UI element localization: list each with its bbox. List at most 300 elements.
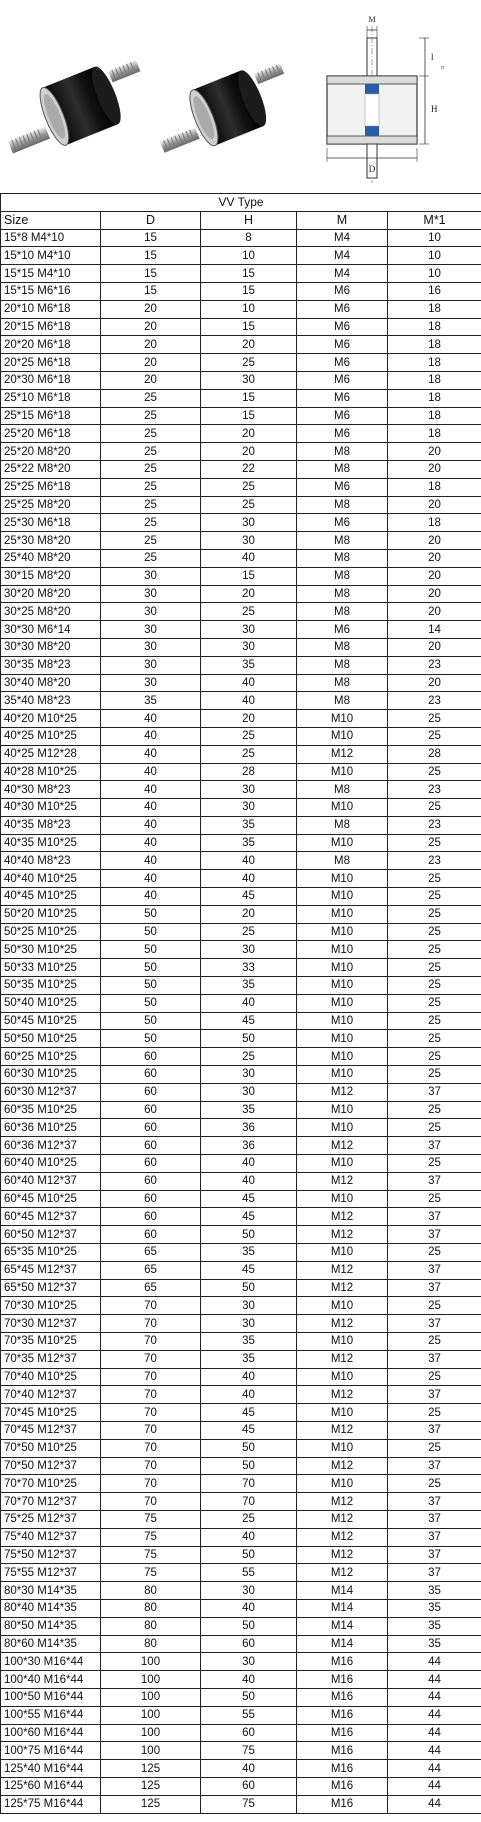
cell-m1: 37 bbox=[388, 1528, 481, 1546]
cell-d: 40 bbox=[101, 799, 201, 817]
cell-h: 25 bbox=[201, 923, 297, 941]
cell-m1: 25 bbox=[388, 1368, 481, 1386]
cell-d: 70 bbox=[101, 1457, 201, 1475]
cell-size: 20*20 M6*18 bbox=[1, 336, 101, 354]
table-row bbox=[1, 425, 481, 443]
table-row bbox=[1, 1368, 481, 1386]
table-row bbox=[1, 994, 481, 1012]
cell-size: 80*50 M14*35 bbox=[1, 1617, 101, 1635]
cell-h: 40 bbox=[201, 1671, 297, 1689]
cell-m: M10 bbox=[297, 1333, 388, 1351]
cell-m: M10 bbox=[297, 994, 388, 1012]
cell-m: M10 bbox=[297, 710, 388, 728]
cell-d: 30 bbox=[101, 656, 201, 674]
cell-h: 50 bbox=[201, 1617, 297, 1635]
cell-h: 45 bbox=[201, 1261, 297, 1279]
table-row bbox=[1, 781, 481, 799]
cell-m1: 37 bbox=[388, 1493, 481, 1511]
cell-h: 45 bbox=[201, 1208, 297, 1226]
cell-m: M12 bbox=[297, 1315, 388, 1333]
cell-m: M6 bbox=[297, 282, 388, 300]
dim-label-l: l bbox=[431, 52, 434, 62]
cell-m: M10 bbox=[297, 1155, 388, 1173]
cell-size: 30*20 M8*20 bbox=[1, 585, 101, 603]
cell-h: 30 bbox=[201, 532, 297, 550]
cell-m: M4 bbox=[297, 247, 388, 265]
cell-size: 100*75 M16*44 bbox=[1, 1742, 101, 1760]
cell-size: 100*40 M16*44 bbox=[1, 1671, 101, 1689]
cell-d: 25 bbox=[101, 478, 201, 496]
cell-size: 40*20 M10*25 bbox=[1, 710, 101, 728]
cell-m1: 18 bbox=[388, 318, 481, 336]
cell-m1: 25 bbox=[388, 763, 481, 781]
table-row bbox=[1, 1190, 481, 1208]
cell-d: 20 bbox=[101, 318, 201, 336]
table-row bbox=[1, 1653, 481, 1671]
cell-m: M10 bbox=[297, 888, 388, 906]
cell-m1: 25 bbox=[388, 834, 481, 852]
cell-h: 30 bbox=[201, 1297, 297, 1315]
cell-m: M10 bbox=[297, 959, 388, 977]
cell-m: M12 bbox=[297, 1172, 388, 1190]
table-row bbox=[1, 1172, 481, 1190]
dim-label-h: H bbox=[431, 104, 438, 114]
cell-m: M10 bbox=[297, 727, 388, 745]
cell-size: 30*30 M8*20 bbox=[1, 638, 101, 656]
cell-m: M12 bbox=[297, 1564, 388, 1582]
cell-m: M16 bbox=[297, 1795, 388, 1813]
rubber-mount-photo-1 bbox=[0, 45, 165, 170]
cell-size: 35*40 M8*23 bbox=[1, 692, 101, 710]
cell-size: 20*10 M6*18 bbox=[1, 300, 101, 318]
cell-m1: 37 bbox=[388, 1350, 481, 1368]
table-row bbox=[1, 1564, 481, 1582]
cell-m: M10 bbox=[297, 799, 388, 817]
cell-h: 25 bbox=[201, 354, 297, 372]
cell-h: 30 bbox=[201, 1315, 297, 1333]
cell-h: 35 bbox=[201, 656, 297, 674]
cell-m1: 35 bbox=[388, 1599, 481, 1617]
cell-size: 60*36 M12*37 bbox=[1, 1137, 101, 1155]
table-row bbox=[1, 727, 481, 745]
cell-h: 50 bbox=[201, 1457, 297, 1475]
cell-h: 50 bbox=[201, 1688, 297, 1706]
cell-size: 100*55 M16*44 bbox=[1, 1706, 101, 1724]
cell-d: 40 bbox=[101, 763, 201, 781]
cell-m1: 25 bbox=[388, 1475, 481, 1493]
cell-size: 70*40 M12*37 bbox=[1, 1386, 101, 1404]
cell-size: 70*35 M10*25 bbox=[1, 1333, 101, 1351]
cell-h: 30 bbox=[201, 371, 297, 389]
cell-h: 30 bbox=[201, 638, 297, 656]
cell-size: 50*30 M10*25 bbox=[1, 941, 101, 959]
table-row bbox=[1, 1617, 481, 1635]
cell-m1: 37 bbox=[388, 1261, 481, 1279]
cell-d: 60 bbox=[101, 1137, 201, 1155]
cell-size: 30*40 M8*20 bbox=[1, 674, 101, 692]
cell-m1: 25 bbox=[388, 1119, 481, 1137]
cell-h: 36 bbox=[201, 1119, 297, 1137]
cell-m: M10 bbox=[297, 1119, 388, 1137]
cell-size: 60*30 M10*25 bbox=[1, 1066, 101, 1084]
cell-m: M8 bbox=[297, 656, 388, 674]
cell-h: 10 bbox=[201, 247, 297, 265]
table-row bbox=[1, 1599, 481, 1617]
cell-m: M6 bbox=[297, 389, 388, 407]
cell-d: 40 bbox=[101, 870, 201, 888]
cell-m1: 37 bbox=[388, 1546, 481, 1564]
cell-size: 25*25 M8*20 bbox=[1, 496, 101, 514]
cell-d: 40 bbox=[101, 781, 201, 799]
cell-size: 50*40 M10*25 bbox=[1, 994, 101, 1012]
cell-m1: 20 bbox=[388, 567, 481, 585]
cell-d: 15 bbox=[101, 265, 201, 283]
table-row bbox=[1, 1066, 481, 1084]
cell-size: 25*20 M8*20 bbox=[1, 443, 101, 461]
cell-size: 15*15 M6*16 bbox=[1, 282, 101, 300]
cell-size: 75*50 M12*37 bbox=[1, 1546, 101, 1564]
cell-m: M6 bbox=[297, 354, 388, 372]
cell-m: M8 bbox=[297, 638, 388, 656]
cell-h: 25 bbox=[201, 1048, 297, 1066]
cell-m: M10 bbox=[297, 923, 388, 941]
cell-h: 45 bbox=[201, 1421, 297, 1439]
cell-m: M10 bbox=[297, 834, 388, 852]
cell-h: 35 bbox=[201, 977, 297, 995]
cell-m1: 37 bbox=[388, 1226, 481, 1244]
cell-size: 125*75 M16*44 bbox=[1, 1795, 101, 1813]
cell-m: M12 bbox=[297, 1528, 388, 1546]
cell-d: 70 bbox=[101, 1315, 201, 1333]
cell-m: M10 bbox=[297, 1297, 388, 1315]
cell-m1: 44 bbox=[388, 1671, 481, 1689]
cell-h: 40 bbox=[201, 1368, 297, 1386]
cell-h: 70 bbox=[201, 1493, 297, 1511]
cell-size: 25*30 M6*18 bbox=[1, 514, 101, 532]
cell-m1: 37 bbox=[388, 1208, 481, 1226]
cell-m: M12 bbox=[297, 1137, 388, 1155]
cell-m: M8 bbox=[297, 603, 388, 621]
cell-h: 30 bbox=[201, 941, 297, 959]
table-row bbox=[1, 1493, 481, 1511]
cell-h: 45 bbox=[201, 1190, 297, 1208]
table-row bbox=[1, 1386, 481, 1404]
table-row bbox=[1, 674, 481, 692]
cell-size: 50*35 M10*25 bbox=[1, 977, 101, 995]
cell-m: M12 bbox=[297, 1083, 388, 1101]
cell-m: M12 bbox=[297, 1386, 388, 1404]
table-row bbox=[1, 1083, 481, 1101]
cell-size: 40*28 M10*25 bbox=[1, 763, 101, 781]
cell-m1: 20 bbox=[388, 674, 481, 692]
cell-m: M12 bbox=[297, 1493, 388, 1511]
cell-size: 60*45 M12*37 bbox=[1, 1208, 101, 1226]
cell-h: 50 bbox=[201, 1030, 297, 1048]
cell-size: 100*30 M16*44 bbox=[1, 1653, 101, 1671]
cell-m: M16 bbox=[297, 1671, 388, 1689]
cell-m1: 25 bbox=[388, 923, 481, 941]
cell-h: 30 bbox=[201, 1653, 297, 1671]
cell-m1: 37 bbox=[388, 1083, 481, 1101]
cell-size: 60*36 M10*25 bbox=[1, 1119, 101, 1137]
cell-d: 50 bbox=[101, 923, 201, 941]
cell-m: M14 bbox=[297, 1599, 388, 1617]
cell-m: M10 bbox=[297, 1066, 388, 1084]
cell-h: 50 bbox=[201, 1226, 297, 1244]
cell-h: 22 bbox=[201, 460, 297, 478]
table-row bbox=[1, 656, 481, 674]
cell-h: 40 bbox=[201, 994, 297, 1012]
cell-d: 125 bbox=[101, 1760, 201, 1778]
cell-m1: 37 bbox=[388, 1564, 481, 1582]
cell-size: 50*20 M10*25 bbox=[1, 905, 101, 923]
cell-d: 70 bbox=[101, 1386, 201, 1404]
cell-d: 60 bbox=[101, 1119, 201, 1137]
cell-size: 125*40 M16*44 bbox=[1, 1760, 101, 1778]
cell-m: M6 bbox=[297, 318, 388, 336]
cell-h: 55 bbox=[201, 1706, 297, 1724]
table-row bbox=[1, 834, 481, 852]
cell-m1: 18 bbox=[388, 300, 481, 318]
cell-m1: 35 bbox=[388, 1582, 481, 1600]
cell-size: 75*40 M12*37 bbox=[1, 1528, 101, 1546]
cell-h: 40 bbox=[201, 1528, 297, 1546]
cell-d: 50 bbox=[101, 941, 201, 959]
cell-d: 65 bbox=[101, 1279, 201, 1297]
cell-size: 70*70 M12*37 bbox=[1, 1493, 101, 1511]
cell-size: 75*25 M12*37 bbox=[1, 1510, 101, 1528]
cell-m1: 37 bbox=[388, 1510, 481, 1528]
cell-m1: 10 bbox=[388, 229, 481, 247]
cell-m: M8 bbox=[297, 692, 388, 710]
cell-m: M4 bbox=[297, 265, 388, 283]
cell-m1: 18 bbox=[388, 478, 481, 496]
cell-d: 40 bbox=[101, 816, 201, 834]
cell-size: 25*25 M6*18 bbox=[1, 478, 101, 496]
cell-d: 30 bbox=[101, 585, 201, 603]
cell-h: 35 bbox=[201, 1101, 297, 1119]
cell-size: 40*40 M8*23 bbox=[1, 852, 101, 870]
cell-d: 50 bbox=[101, 905, 201, 923]
cell-m: M10 bbox=[297, 941, 388, 959]
cell-size: 20*30 M6*18 bbox=[1, 371, 101, 389]
cell-d: 25 bbox=[101, 407, 201, 425]
cell-size: 40*25 M10*25 bbox=[1, 727, 101, 745]
cell-size: 25*30 M8*20 bbox=[1, 532, 101, 550]
cell-d: 75 bbox=[101, 1564, 201, 1582]
cell-d: 70 bbox=[101, 1368, 201, 1386]
table-row bbox=[1, 1421, 481, 1439]
cell-d: 60 bbox=[101, 1083, 201, 1101]
cell-d: 80 bbox=[101, 1635, 201, 1653]
table-row bbox=[1, 1208, 481, 1226]
cell-size: 50*25 M10*25 bbox=[1, 923, 101, 941]
table-row bbox=[1, 265, 481, 283]
cell-h: 35 bbox=[201, 1244, 297, 1262]
cell-h: 20 bbox=[201, 336, 297, 354]
cell-d: 50 bbox=[101, 1012, 201, 1030]
cell-d: 70 bbox=[101, 1493, 201, 1511]
cell-size: 60*40 M12*37 bbox=[1, 1172, 101, 1190]
cell-m: M14 bbox=[297, 1582, 388, 1600]
table-row bbox=[1, 1350, 481, 1368]
table-row bbox=[1, 941, 481, 959]
cell-m1: 37 bbox=[388, 1315, 481, 1333]
cell-h: 25 bbox=[201, 478, 297, 496]
cell-m1: 44 bbox=[388, 1742, 481, 1760]
cell-m: M10 bbox=[297, 763, 388, 781]
cell-m: M6 bbox=[297, 336, 388, 354]
table-row bbox=[1, 1333, 481, 1351]
cell-m: M12 bbox=[297, 1546, 388, 1564]
table-row bbox=[1, 1688, 481, 1706]
cell-m1: 25 bbox=[388, 1404, 481, 1422]
cell-m: M6 bbox=[297, 407, 388, 425]
cell-h: 8 bbox=[201, 229, 297, 247]
cell-m1: 10 bbox=[388, 265, 481, 283]
cell-d: 100 bbox=[101, 1742, 201, 1760]
cell-m: M10 bbox=[297, 905, 388, 923]
table-row bbox=[1, 959, 481, 977]
cell-h: 25 bbox=[201, 496, 297, 514]
cell-h: 35 bbox=[201, 1333, 297, 1351]
cell-m: M10 bbox=[297, 1404, 388, 1422]
cell-size: 80*60 M14*35 bbox=[1, 1635, 101, 1653]
cell-h: 25 bbox=[201, 603, 297, 621]
cell-h: 60 bbox=[201, 1635, 297, 1653]
cell-h: 15 bbox=[201, 318, 297, 336]
cell-d: 40 bbox=[101, 834, 201, 852]
cell-m1: 25 bbox=[388, 727, 481, 745]
cell-size: 20*25 M6*18 bbox=[1, 354, 101, 372]
cell-h: 40 bbox=[201, 870, 297, 888]
cell-m: M8 bbox=[297, 460, 388, 478]
cell-size: 40*35 M10*25 bbox=[1, 834, 101, 852]
table-row bbox=[1, 229, 481, 247]
cell-d: 100 bbox=[101, 1653, 201, 1671]
dim-label-d: D bbox=[368, 164, 376, 174]
cell-m1: 25 bbox=[388, 888, 481, 906]
cell-h: 60 bbox=[201, 1724, 297, 1742]
cell-size: 60*40 M10*25 bbox=[1, 1155, 101, 1173]
cell-h: 40 bbox=[201, 852, 297, 870]
cell-d: 75 bbox=[101, 1510, 201, 1528]
cell-d: 50 bbox=[101, 994, 201, 1012]
cell-size: 65*45 M12*37 bbox=[1, 1261, 101, 1279]
product-images bbox=[0, 0, 481, 193]
cell-h: 45 bbox=[201, 888, 297, 906]
cell-h: 15 bbox=[201, 282, 297, 300]
cell-d: 25 bbox=[101, 460, 201, 478]
cell-h: 75 bbox=[201, 1795, 297, 1813]
cell-size: 30*15 M8*20 bbox=[1, 567, 101, 585]
cell-d: 25 bbox=[101, 514, 201, 532]
cell-d: 40 bbox=[101, 852, 201, 870]
cell-size: 60*50 M12*37 bbox=[1, 1226, 101, 1244]
cell-size: 80*30 M14*35 bbox=[1, 1582, 101, 1600]
cell-d: 70 bbox=[101, 1350, 201, 1368]
cell-m1: 20 bbox=[388, 638, 481, 656]
cell-m: M6 bbox=[297, 425, 388, 443]
cell-m1: 23 bbox=[388, 852, 481, 870]
table-row bbox=[1, 905, 481, 923]
table-row bbox=[1, 692, 481, 710]
table-row bbox=[1, 1048, 481, 1066]
cell-m: M12 bbox=[297, 1457, 388, 1475]
cell-d: 60 bbox=[101, 1101, 201, 1119]
table-row bbox=[1, 1671, 481, 1689]
cell-d: 70 bbox=[101, 1475, 201, 1493]
cell-h: 40 bbox=[201, 1386, 297, 1404]
cell-h: 30 bbox=[201, 514, 297, 532]
cell-size: 15*15 M4*10 bbox=[1, 265, 101, 283]
table-row bbox=[1, 389, 481, 407]
cell-d: 25 bbox=[101, 389, 201, 407]
table-row bbox=[1, 443, 481, 461]
cell-m: M12 bbox=[297, 745, 388, 763]
cell-d: 20 bbox=[101, 336, 201, 354]
column-header-size: Size bbox=[1, 211, 101, 229]
cell-m: M10 bbox=[297, 1048, 388, 1066]
cell-d: 70 bbox=[101, 1404, 201, 1422]
cell-m1: 25 bbox=[388, 1244, 481, 1262]
cell-m: M10 bbox=[297, 1368, 388, 1386]
vv-type-spec-table bbox=[0, 193, 481, 1814]
cell-m1: 35 bbox=[388, 1635, 481, 1653]
cell-h: 35 bbox=[201, 816, 297, 834]
cell-m1: 25 bbox=[388, 1155, 481, 1173]
cell-size: 20*15 M6*18 bbox=[1, 318, 101, 336]
cell-m1: 18 bbox=[388, 389, 481, 407]
table-row bbox=[1, 407, 481, 425]
cell-size: 65*35 M10*25 bbox=[1, 1244, 101, 1262]
cell-h: 28 bbox=[201, 763, 297, 781]
cell-d: 125 bbox=[101, 1777, 201, 1795]
table-row bbox=[1, 763, 481, 781]
column-header-d: D bbox=[101, 211, 201, 229]
cell-m1: 44 bbox=[388, 1724, 481, 1742]
cell-m1: 18 bbox=[388, 336, 481, 354]
cell-m: M8 bbox=[297, 781, 388, 799]
cell-h: 50 bbox=[201, 1279, 297, 1297]
table-row bbox=[1, 532, 481, 550]
cell-h: 40 bbox=[201, 549, 297, 567]
cell-m: M16 bbox=[297, 1724, 388, 1742]
cell-h: 30 bbox=[201, 799, 297, 817]
cell-h: 15 bbox=[201, 265, 297, 283]
table-row bbox=[1, 1155, 481, 1173]
cell-m1: 28 bbox=[388, 745, 481, 763]
cell-d: 60 bbox=[101, 1155, 201, 1173]
cell-h: 30 bbox=[201, 1083, 297, 1101]
cell-size: 70*50 M10*25 bbox=[1, 1439, 101, 1457]
cell-m: M10 bbox=[297, 1439, 388, 1457]
cell-m: M6 bbox=[297, 300, 388, 318]
cell-m1: 37 bbox=[388, 1457, 481, 1475]
table-row bbox=[1, 799, 481, 817]
cell-m: M12 bbox=[297, 1421, 388, 1439]
cell-m: M16 bbox=[297, 1706, 388, 1724]
cell-h: 20 bbox=[201, 710, 297, 728]
cell-m1: 20 bbox=[388, 532, 481, 550]
cell-h: 40 bbox=[201, 1760, 297, 1778]
table-row bbox=[1, 1012, 481, 1030]
cell-m1: 23 bbox=[388, 692, 481, 710]
cell-h: 75 bbox=[201, 1742, 297, 1760]
table-header-row bbox=[1, 211, 481, 229]
table-row bbox=[1, 1742, 481, 1760]
table-row bbox=[1, 1101, 481, 1119]
